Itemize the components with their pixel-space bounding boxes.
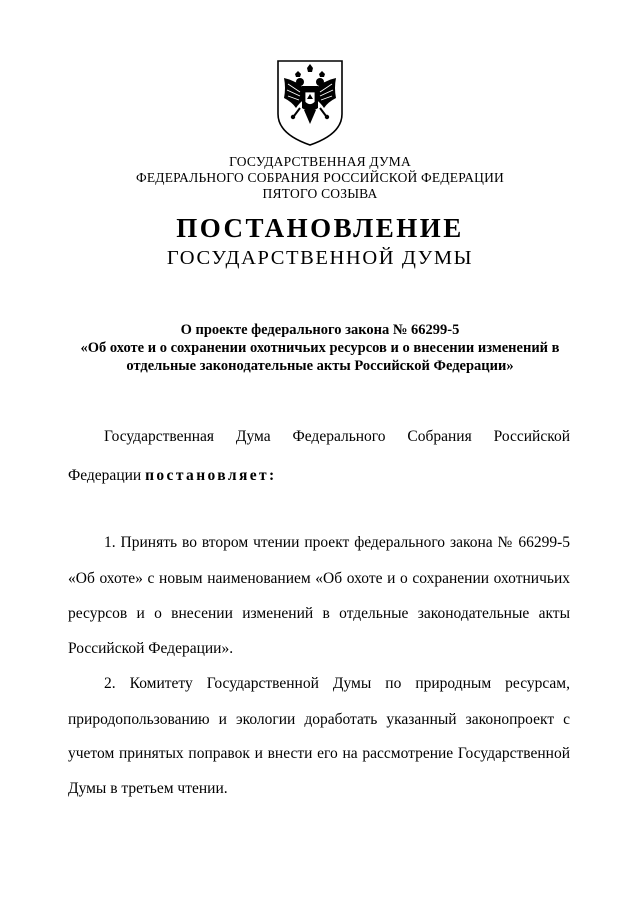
preamble-federation-word: Федерации [68, 467, 142, 484]
preamble-line-2 [68, 466, 277, 486]
org-name-line-1: ГОСУДАРСТВЕННАЯ ДУМА [229, 154, 411, 169]
document-issuer-title: ГОСУДАРСТВЕННОЙ ДУМЫ [166, 247, 474, 269]
item-1-line-2: «Об охоте» с новым наименованием «Об охоте и о сохранении охотничьих [68, 570, 570, 587]
preamble-line-1: Государственная Дума Федерального Собрания Российской [104, 428, 570, 445]
item-2-line-1: 2. Комитету Государственной Думы по природным ресурсам, [104, 675, 570, 692]
subject-line-3: отдельные законодательные акты Российской Федерации» [126, 358, 514, 374]
item-2-line-2: природопользованию и экологии доработать указанный законопроект с [68, 711, 570, 728]
convocation-line: ПЯТОГО СОЗЫВА [262, 186, 378, 201]
item-1-line-4: Российской Федерации». [68, 640, 234, 657]
item-1-line-3: ресурсов и о внесении изменений в отдельные законодательные акты [68, 605, 570, 622]
preamble-resolves-word: постановляет: [145, 467, 277, 484]
document-type-title: ПОСТАНОВЛЕНИЕ [176, 213, 464, 243]
org-name-line-2: ФЕДЕРАЛЬНОГО СОБРАНИЯ РОССИЙСКОЙ ФЕДЕРАЦИИ [136, 170, 504, 185]
coat-of-arms-emblem-icon [274, 58, 346, 148]
item-2-line-4: Думы в третьем чтении. [68, 780, 228, 797]
item-2-line-3: учетом принятых поправок и внести его на рассмотрение Государственной [68, 745, 570, 762]
subject-line-1: О проекте федерального закона № 66299-5 [180, 322, 460, 338]
item-1-line-1: 1. Принять во втором чтении проект федерального закона № 66299-5 [104, 534, 570, 551]
subject-line-2: «Об охоте и о сохранении охотничьих ресурсов и о внесении изменений в [80, 340, 560, 356]
